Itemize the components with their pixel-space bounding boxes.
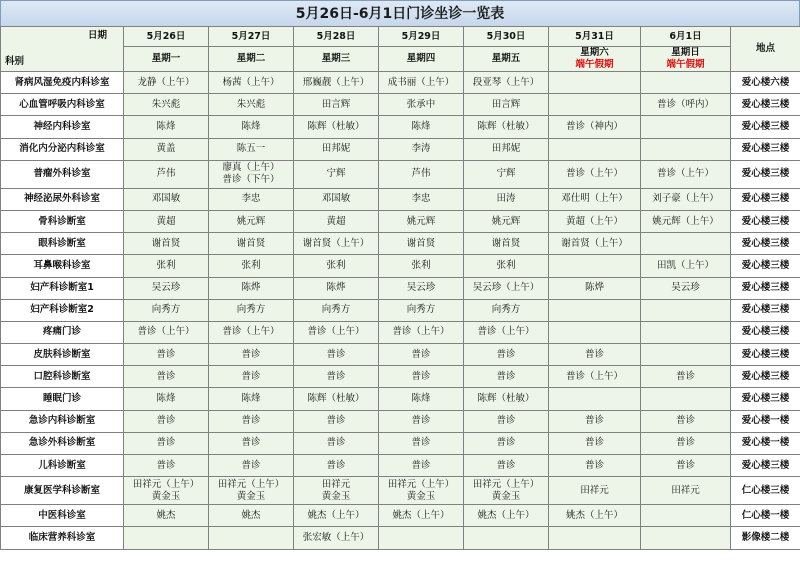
schedule-cell: 普诊（上午） <box>464 321 549 343</box>
date-header-row <box>1 27 800 47</box>
weekday-label: 星期三 <box>321 53 351 64</box>
schedule-cell <box>379 527 464 549</box>
schedule-cell: 朱兴彪 <box>124 94 209 116</box>
schedule-cell <box>641 321 731 343</box>
doctor-entry: 田祥元（上午） <box>472 478 540 490</box>
dept-name: 疼痛门诊 <box>1 321 124 343</box>
schedule-cell: 普诊 <box>294 455 379 477</box>
schedule-cell: 宁辉 <box>294 160 379 188</box>
schedule-cell: 陈辉（杜敏） <box>464 388 549 410</box>
doctor-entry: 田祥元（上午） <box>387 478 455 490</box>
schedule-row <box>1 210 800 232</box>
location-cell: 爱心楼三楼 <box>731 188 800 210</box>
dept-name: 妇产科诊断室1 <box>1 277 124 299</box>
location-cell: 爱心楼三楼 <box>731 233 800 255</box>
schedule-cell: 普诊 <box>641 410 731 432</box>
schedule-row <box>1 188 800 210</box>
schedule-cell: 普诊 <box>379 455 464 477</box>
schedule-row <box>1 72 800 94</box>
schedule-cell: 田言辉 <box>464 94 549 116</box>
location-cell: 爱心楼三楼 <box>731 138 800 160</box>
dept-name: 耳鼻喉科诊室 <box>1 255 124 277</box>
schedule-cell <box>124 527 209 549</box>
dept-name: 临床营养科诊室 <box>1 527 124 549</box>
schedule-table <box>0 26 800 550</box>
weekday-label: 星期日 <box>671 47 700 58</box>
location-cell: 爱心楼三楼 <box>731 210 800 232</box>
schedule-cell: 邓国敏 <box>294 188 379 210</box>
location-cell: 爱心楼三楼 <box>731 160 800 188</box>
schedule-cell: 普诊 <box>641 366 731 388</box>
dept-name: 儿科诊断室 <box>1 455 124 477</box>
holiday-note: 端午假期 <box>666 59 705 70</box>
schedule-cell: 田祥元 <box>641 477 731 505</box>
location-header: 地点 <box>731 27 800 72</box>
schedule-row <box>1 344 800 366</box>
location-cell: 爱心楼三楼 <box>731 94 800 116</box>
dept-name: 妇产科诊断室2 <box>1 299 124 321</box>
schedule-cell: 普诊（上午） <box>124 321 209 343</box>
date-label: 日期 <box>87 30 107 41</box>
schedule-cell: 宁辉 <box>464 160 549 188</box>
schedule-cell: 李涛 <box>379 138 464 160</box>
schedule-cell: 姚杰（上午） <box>464 505 549 527</box>
schedule-cell: 向秀方 <box>379 299 464 321</box>
dept-name: 普瘤外科诊室 <box>1 160 124 188</box>
schedule-cell: 吴云珍 <box>641 277 731 299</box>
schedule-cell: 向秀方 <box>464 299 549 321</box>
schedule-cell: 普诊 <box>209 344 294 366</box>
date-cell: 5月29日 <box>379 27 464 47</box>
schedule-cell <box>549 138 641 160</box>
schedule-row <box>1 299 800 321</box>
schedule-cell: 普诊 <box>124 410 209 432</box>
schedule-cell: 田涛 <box>464 188 549 210</box>
schedule-cell: 陈辉（杜敏） <box>294 388 379 410</box>
dept-name: 消化内分泌内科诊室 <box>1 138 124 160</box>
schedule-cell: 谢首贤 <box>379 233 464 255</box>
location-cell: 爱心楼一楼 <box>731 410 800 432</box>
schedule-cell <box>549 299 641 321</box>
schedule-cell: 普诊 <box>641 455 731 477</box>
weekday-label: 星期四 <box>406 53 436 64</box>
schedule-row <box>1 138 800 160</box>
schedule-cell <box>549 388 641 410</box>
schedule-cell: 普诊（上午） <box>549 160 641 188</box>
schedule-cell: 田言辉 <box>294 94 379 116</box>
weekday-cell <box>209 47 294 72</box>
schedule-cell: 普诊（上午） <box>379 321 464 343</box>
schedule-cell <box>549 94 641 116</box>
schedule-cell: 张利 <box>209 255 294 277</box>
dept-name: 中医科诊室 <box>1 505 124 527</box>
schedule-cell: 张利 <box>379 255 464 277</box>
schedule-cell <box>549 527 641 549</box>
date-cell: 5月30日 <box>464 27 549 47</box>
schedule-cell: 谢首贤 <box>464 233 549 255</box>
schedule-cell: 普诊 <box>379 410 464 432</box>
schedule-cell: 普诊 <box>641 432 731 454</box>
schedule-cell: 普诊（上午） <box>641 160 731 188</box>
schedule-cell: 向秀方 <box>294 299 379 321</box>
schedule-cell: 陈辉（杜敏） <box>464 116 549 138</box>
schedule-cell: 普诊（神内） <box>549 116 641 138</box>
schedule-row <box>1 116 800 138</box>
schedule-cell <box>294 477 379 505</box>
schedule-cell <box>464 477 549 505</box>
weekday-label: 星期六 <box>580 47 609 58</box>
schedule-cell <box>641 299 731 321</box>
schedule-cell: 吴云珍（上午） <box>464 277 549 299</box>
doctor-entry: 黄金玉 <box>321 490 351 502</box>
schedule-cell: 邢巍靓（上午） <box>294 72 379 94</box>
schedule-cell: 普诊（上午） <box>549 366 641 388</box>
doctor-entry: 普诊（下午） <box>222 174 280 186</box>
doctor-entry: 黄金玉 <box>491 490 521 502</box>
schedule-cell: 段亚琴（上午） <box>464 72 549 94</box>
dept-label: 科别 <box>5 56 25 67</box>
location-cell: 爱心楼一楼 <box>731 432 800 454</box>
schedule-cell <box>641 116 731 138</box>
doctor-entry: 田祥元（上午） <box>132 478 200 490</box>
dept-name: 眼科诊断室 <box>1 233 124 255</box>
schedule-cell: 普诊 <box>209 432 294 454</box>
schedule-cell: 普诊 <box>379 366 464 388</box>
schedule-cell: 陈烽 <box>124 388 209 410</box>
dept-name: 心血管呼吸内科诊室 <box>1 94 124 116</box>
dept-name: 皮肤科诊断室 <box>1 344 124 366</box>
schedule-row <box>1 160 800 188</box>
location-cell: 爱心楼三楼 <box>731 116 800 138</box>
schedule-cell: 普诊 <box>549 344 641 366</box>
schedule-cell: 普诊 <box>464 366 549 388</box>
schedule-cell: 陈烨 <box>294 277 379 299</box>
weekday-cell <box>124 47 209 72</box>
date-cell: 5月26日 <box>124 27 209 47</box>
schedule-cell <box>209 527 294 549</box>
schedule-cell: 姚杰（上午） <box>294 505 379 527</box>
schedule-cell: 谢首贤 <box>124 233 209 255</box>
weekday-cell <box>294 47 379 72</box>
schedule-row <box>1 94 800 116</box>
dept-name: 康复医学科诊断室 <box>1 477 124 505</box>
schedule-cell: 芦伟 <box>379 160 464 188</box>
schedule-cell: 吴云珍 <box>124 277 209 299</box>
schedule-cell: 张利 <box>294 255 379 277</box>
schedule-row <box>1 255 800 277</box>
dept-name: 睡眠门诊 <box>1 388 124 410</box>
schedule-cell: 普诊 <box>549 455 641 477</box>
doctor-entry: 黄金玉 <box>406 490 436 502</box>
schedule-cell: 普诊 <box>124 455 209 477</box>
schedule-cell: 黄超 <box>294 210 379 232</box>
schedule-cell: 黄盖 <box>124 138 209 160</box>
date-cell: 6月1日 <box>641 27 731 47</box>
schedule-row <box>1 410 800 432</box>
holiday-note: 端午假期 <box>575 59 614 70</box>
schedule-cell: 田邦妮 <box>464 138 549 160</box>
schedule-cell: 姚元辉 <box>464 210 549 232</box>
weekday-cell <box>641 47 731 72</box>
schedule-cell: 李忠 <box>379 188 464 210</box>
schedule-cell: 陈烨 <box>209 277 294 299</box>
schedule-cell: 普诊 <box>464 410 549 432</box>
schedule-cell <box>641 233 731 255</box>
schedule-cell <box>209 160 294 188</box>
location-cell: 爱心楼三楼 <box>731 277 800 299</box>
schedule-cell: 陈烽 <box>379 116 464 138</box>
location-cell: 爱心楼三楼 <box>731 255 800 277</box>
schedule-cell: 陈辉（杜敏） <box>294 116 379 138</box>
weekday-cell <box>379 47 464 72</box>
schedule-body <box>1 72 800 550</box>
schedule-cell: 陈五一 <box>209 138 294 160</box>
weekday-cell <box>549 47 641 72</box>
location-cell: 爱心楼三楼 <box>731 321 800 343</box>
date-cell: 5月27日 <box>209 27 294 47</box>
schedule-cell: 普诊 <box>124 432 209 454</box>
schedule-cell: 普诊 <box>294 344 379 366</box>
dept-name: 口腔科诊断室 <box>1 366 124 388</box>
schedule-cell: 姚元辉（上午） <box>641 210 731 232</box>
schedule-cell <box>641 138 731 160</box>
dept-name: 神经内科诊室 <box>1 116 124 138</box>
schedule-cell: 普诊 <box>294 432 379 454</box>
schedule-cell <box>549 255 641 277</box>
location-cell: 影像楼二楼 <box>731 527 800 549</box>
doctor-entry: 廖真（上午） <box>222 162 280 174</box>
schedule-cell: 陈烽 <box>209 388 294 410</box>
schedule-cell <box>641 505 731 527</box>
schedule-cell <box>641 344 731 366</box>
schedule-row <box>1 477 800 505</box>
schedule-cell: 普诊（上午） <box>294 321 379 343</box>
location-cell: 爱心楼三楼 <box>731 299 800 321</box>
schedule-cell: 田凯（上午） <box>641 255 731 277</box>
schedule-row <box>1 432 800 454</box>
weekday-label: 星期二 <box>236 53 266 64</box>
schedule-cell: 张利 <box>464 255 549 277</box>
page-title: 5月26日-6月1日门诊坐诊一览表 <box>0 0 800 26</box>
schedule-cell <box>124 477 209 505</box>
schedule-cell: 谢首贤 <box>209 233 294 255</box>
schedule-row <box>1 388 800 410</box>
weekday-cell <box>464 47 549 72</box>
schedule-cell: 普诊 <box>549 432 641 454</box>
schedule-cell: 黄超（上午） <box>549 210 641 232</box>
doctor-entry: 田祥元 <box>321 478 351 490</box>
schedule-cell <box>641 72 731 94</box>
schedule-row <box>1 321 800 343</box>
schedule-cell <box>379 477 464 505</box>
schedule-cell: 黄超 <box>124 210 209 232</box>
schedule-row <box>1 505 800 527</box>
schedule-cell: 普诊 <box>379 432 464 454</box>
schedule-cell: 成书丽（上午） <box>379 72 464 94</box>
schedule-cell: 普诊 <box>464 432 549 454</box>
schedule-cell: 普诊 <box>124 344 209 366</box>
dept-name: 肾病风湿免疫内科诊室 <box>1 72 124 94</box>
schedule-cell: 姚元辉 <box>379 210 464 232</box>
date-cell: 5月28日 <box>294 27 379 47</box>
schedule-cell: 杨茜（上午） <box>209 72 294 94</box>
corner-cell <box>1 27 124 72</box>
schedule-cell: 普诊 <box>464 455 549 477</box>
location-cell: 爱心楼三楼 <box>731 344 800 366</box>
schedule-row <box>1 527 800 549</box>
schedule-cell: 田邦妮 <box>294 138 379 160</box>
location-cell: 爱心楼三楼 <box>731 455 800 477</box>
schedule-cell: 普诊 <box>294 410 379 432</box>
location-cell: 爱心楼三楼 <box>731 388 800 410</box>
schedule-cell <box>549 72 641 94</box>
schedule-cell <box>209 477 294 505</box>
dept-name: 急诊内科诊断室 <box>1 410 124 432</box>
schedule-cell: 普诊 <box>209 366 294 388</box>
dept-name: 急诊外科诊断室 <box>1 432 124 454</box>
location-cell: 爱心楼三楼 <box>731 366 800 388</box>
schedule-cell: 陈烽 <box>124 116 209 138</box>
schedule-cell <box>464 527 549 549</box>
doctor-entry: 田祥元（上午） <box>217 478 285 490</box>
schedule-cell <box>549 321 641 343</box>
schedule-cell: 邓国敏 <box>124 188 209 210</box>
dept-name: 骨科诊断室 <box>1 210 124 232</box>
location-cell: 爱心楼六楼 <box>731 72 800 94</box>
schedule-cell: 芦伟 <box>124 160 209 188</box>
schedule-cell: 吴云珍 <box>379 277 464 299</box>
schedule-cell: 普诊 <box>294 366 379 388</box>
doctor-entry: 黄金玉 <box>236 490 266 502</box>
schedule-cell: 普诊 <box>209 410 294 432</box>
schedule-cell: 普诊 <box>464 344 549 366</box>
schedule-cell: 张宏敏（上午） <box>294 527 379 549</box>
schedule-cell: 田祥元 <box>549 477 641 505</box>
schedule-cell: 谢首贤（上午） <box>549 233 641 255</box>
schedule-row <box>1 233 800 255</box>
schedule-cell: 普诊（呼内） <box>641 94 731 116</box>
schedule-cell: 刘子豪（上午） <box>641 188 731 210</box>
doctor-entry: 黄金玉 <box>151 490 181 502</box>
schedule-cell: 陈烽 <box>209 116 294 138</box>
weekday-label: 星期一 <box>151 53 181 64</box>
location-cell: 仁心楼三楼 <box>731 477 800 505</box>
schedule-cell: 龙静（上午） <box>124 72 209 94</box>
schedule-row <box>1 455 800 477</box>
schedule-cell: 向秀方 <box>209 299 294 321</box>
schedule-cell: 朱兴彪 <box>209 94 294 116</box>
schedule-cell: 普诊 <box>549 410 641 432</box>
schedule-cell: 李忠 <box>209 188 294 210</box>
schedule-row <box>1 277 800 299</box>
schedule-cell: 陈烨 <box>549 277 641 299</box>
schedule-cell <box>641 388 731 410</box>
schedule-cell: 普诊 <box>209 455 294 477</box>
schedule-cell: 姚元辉 <box>209 210 294 232</box>
schedule-row <box>1 366 800 388</box>
schedule-cell <box>641 527 731 549</box>
schedule-cell: 姚杰 <box>124 505 209 527</box>
location-cell: 仁心楼一楼 <box>731 505 800 527</box>
schedule-cell: 普诊（上午） <box>209 321 294 343</box>
schedule-cell: 普诊 <box>124 366 209 388</box>
schedule-cell: 陈烽 <box>379 388 464 410</box>
dept-name: 神经泌尿外科诊室 <box>1 188 124 210</box>
schedule-cell: 姚杰（上午） <box>379 505 464 527</box>
schedule-cell: 姚杰 <box>209 505 294 527</box>
schedule-cell: 谢首贤（上午） <box>294 233 379 255</box>
date-cell: 5月31日 <box>549 27 641 47</box>
schedule-cell: 张承中 <box>379 94 464 116</box>
schedule-cell: 邓仕明（上午） <box>549 188 641 210</box>
schedule-cell: 张利 <box>124 255 209 277</box>
schedule-cell: 姚杰（上午） <box>549 505 641 527</box>
weekday-label: 星期五 <box>491 53 521 64</box>
schedule-cell: 普诊 <box>379 344 464 366</box>
schedule-cell: 向秀方 <box>124 299 209 321</box>
